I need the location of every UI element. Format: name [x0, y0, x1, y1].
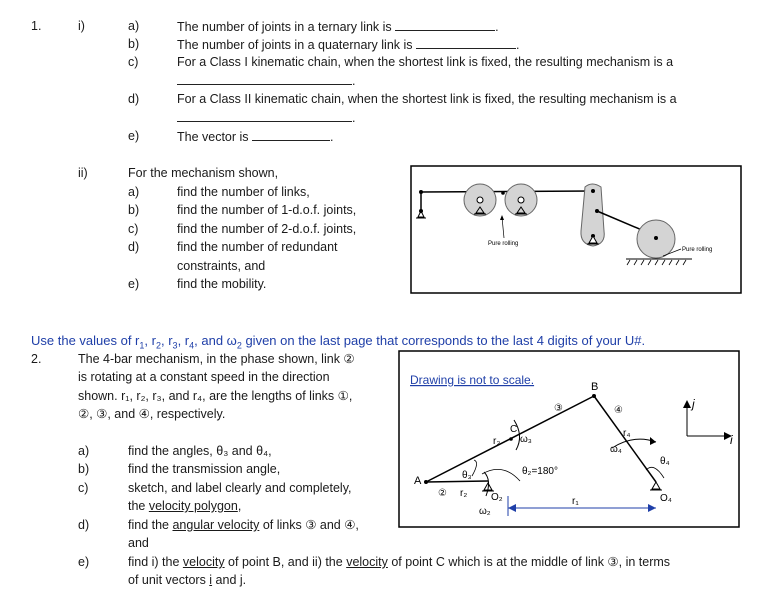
label-theta2: θ₂=180°	[522, 466, 558, 477]
answer-blank[interactable]	[416, 37, 516, 49]
q2-d-text: find the angular velocity of links ③ and ④,	[128, 518, 359, 532]
q1-number: 1.	[31, 19, 42, 33]
q1-ii-d-label: d)	[128, 240, 140, 254]
q1-item-a-text: The number of joints in a ternary link is	[177, 20, 392, 34]
answer-blank[interactable]	[395, 19, 495, 31]
label-link4: ④	[614, 405, 623, 416]
q1-item-c-blank-line	[177, 73, 355, 89]
label-r2: r₂	[460, 488, 468, 499]
q1-item-d-label: d)	[128, 92, 140, 106]
q1-item-e-label: e)	[128, 129, 140, 143]
q1-part-ii: ii)	[78, 166, 88, 180]
q1-part-i: i)	[78, 19, 85, 33]
answer-blank[interactable]	[177, 110, 352, 122]
q1-item-b	[177, 37, 520, 53]
q1-item-b-label: b)	[128, 37, 140, 51]
q1-ii-intro: For the mechanism shown,	[128, 166, 279, 180]
label-r3: r₃	[493, 436, 501, 447]
q2-c-text-cont: the velocity polygon,	[128, 499, 242, 513]
mechanism-figure	[410, 165, 742, 294]
label-B: B	[591, 381, 599, 393]
q1-ii-e-label: e)	[128, 277, 140, 291]
q2-e-line2: of unit vectors i and j.	[128, 573, 247, 587]
q1-item-a-label: a)	[128, 19, 140, 33]
label-w3: ω₃	[520, 434, 532, 445]
label-j: j	[692, 397, 695, 411]
q1-item-a	[177, 19, 499, 35]
o4-ground	[650, 482, 662, 490]
four-bar-figure	[398, 350, 740, 528]
label-O2: O₂	[491, 492, 503, 503]
q2-b-label: b)	[78, 462, 90, 476]
q1-item-d-blank-line	[177, 110, 355, 126]
q2-b-text: find the transmission angle,	[128, 462, 281, 476]
figure-border	[411, 166, 741, 293]
label-theta4: θ₄	[660, 456, 670, 467]
label-link2: ②	[438, 488, 447, 499]
q1-item-e	[177, 129, 334, 145]
label-r1: r₁	[572, 496, 579, 507]
link-2	[426, 481, 488, 482]
q1-item-b-end: .	[516, 38, 520, 52]
q1-ii-e-text: find the mobility.	[177, 277, 267, 291]
q2-number: 2.	[31, 352, 42, 366]
label-A: A	[414, 475, 422, 487]
pure-rolling-label-right: Pure rolling	[682, 247, 713, 253]
q1-item-c-text: For a Class I kinematic chain, when the shortest link is fixed, the resulting mechanism is a	[177, 55, 674, 69]
q1-ii-c-text: find the number of 2-d.o.f. joints,	[177, 222, 357, 236]
q1-item-c-end: .	[352, 74, 356, 88]
instruction-line: Use the values of $r_1$, $r_2$, $r_3$, $r_4$, and $\omega_2$ given on the last page that corresponds to the last 4 digits of your U#.	[31, 333, 646, 351]
q2-line2: is rotating at a constant speed in the direction	[78, 370, 330, 384]
q1-item-d-text: For a Class II kinematic chain, when the shortest link is fixed, the resulting mechanism is a	[177, 92, 677, 106]
q2-e-line1: find i) the velocity of point B, and ii) the velocity of point C which is at the middle of link ③, in terms	[128, 555, 671, 569]
answer-blank[interactable]	[252, 129, 330, 141]
q2-line3: shown. r₁, r₂, r₃, and r₄, are the lengths of links ①,	[78, 389, 353, 403]
q2-d-label: d)	[78, 518, 90, 532]
q1-item-e-text: The vector is	[177, 130, 249, 144]
q2-line1: The 4-bar mechanism, in the phase shown, link ②	[78, 352, 355, 366]
label-C: C	[510, 424, 518, 435]
q2-d-text-cont: and	[128, 536, 149, 550]
label-theta3: θ₃	[462, 470, 472, 481]
q1-item-a-end: .	[495, 20, 499, 34]
label-w2: ω₂	[479, 506, 491, 517]
label-link3: ③	[554, 403, 563, 414]
q1-item-b-text: The number of joints in a quaternary link is	[177, 38, 413, 52]
q1-ii-b-label: b)	[128, 203, 140, 217]
q2-a-text: find the angles, θ₃ and θ₄,	[128, 444, 272, 458]
answer-blank[interactable]	[177, 73, 352, 85]
q2-a-label: a)	[78, 444, 90, 458]
label-w4: ω₄	[610, 444, 622, 455]
q1-ii-d-text: find the number of redundant	[177, 240, 338, 254]
q2-c-text: sketch, and label clearly and completely,	[128, 481, 352, 495]
scale-note: Drawing is not to scale.	[410, 373, 535, 387]
q1-ii-d-text-cont: constraints, and	[177, 259, 266, 273]
q1-item-e-end: .	[330, 130, 334, 144]
q1-item-d-end: .	[352, 111, 356, 125]
q1-ii-b-text: find the number of 1-d.o.f. joints,	[177, 203, 357, 217]
q2-c-label: c)	[78, 481, 89, 495]
q1-ii-a-label: a)	[128, 185, 140, 199]
label-i: i	[730, 433, 733, 447]
q1-ii-c-label: c)	[128, 222, 139, 236]
pure-rolling-label-left: Pure rolling	[488, 241, 519, 247]
q1-ii-a-text: find the number of links,	[177, 185, 310, 199]
label-O4: O₄	[660, 493, 672, 504]
q2-line4: ②, ③, and ④, respectively.	[78, 407, 226, 421]
q1-item-c-label: c)	[128, 55, 139, 69]
label-r4: r₄	[623, 428, 631, 439]
q2-e-label: e)	[78, 555, 90, 569]
